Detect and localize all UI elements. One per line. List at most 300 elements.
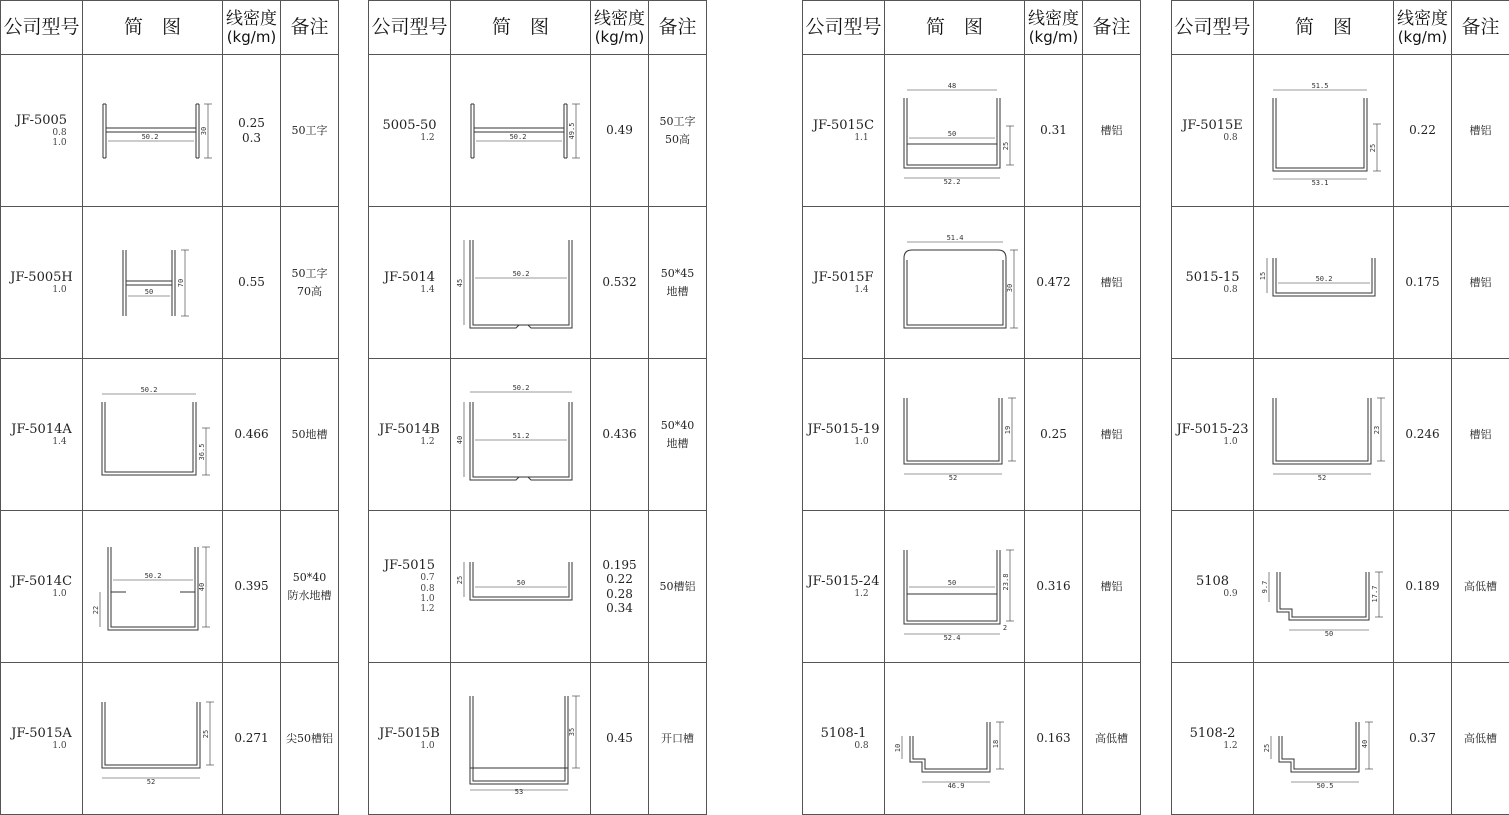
profile-outline: [1279, 722, 1359, 772]
note-text: 50槽铝: [649, 578, 706, 596]
profile-drawing: [890, 684, 1020, 794]
figure-cell: [451, 663, 591, 815]
note-text: 高低槽: [1083, 730, 1140, 748]
dimension-label: 46.9: [947, 782, 964, 790]
table-row: [369, 663, 707, 815]
note-text: 50*45: [649, 265, 706, 283]
note-cell: [649, 663, 707, 815]
note-text: 槽铝: [1083, 426, 1140, 444]
figure-cell: [451, 207, 591, 359]
dimension-label: 23: [1373, 425, 1381, 433]
density-value: 0.472: [1025, 275, 1082, 289]
note-cell: [281, 359, 339, 511]
note-cell: [649, 511, 707, 663]
dimension-label: 2: [1002, 624, 1006, 632]
profile-drawing: [1259, 684, 1389, 794]
dimension-label: 52.4: [943, 634, 960, 642]
figure-cell: [1254, 511, 1394, 663]
note-text: 槽铝: [1083, 274, 1140, 292]
density-cell: [223, 359, 281, 511]
table-row: [1172, 663, 1509, 815]
dimension-label: 53.1: [1311, 179, 1328, 187]
note-text: 50工字: [649, 113, 706, 131]
note-text: 高低槽: [1452, 578, 1509, 596]
profile-drawing: [88, 380, 218, 490]
model-number: JF-5015F: [803, 270, 884, 285]
note-cell: [649, 55, 707, 207]
figure-cell: [83, 359, 223, 511]
model-number: 5108: [1172, 574, 1253, 589]
profile-drawing: [456, 532, 586, 642]
density-value: 0.246: [1394, 427, 1451, 441]
density-cell: [223, 207, 281, 359]
model-number: JF-5014C: [1, 574, 82, 589]
density-cell: [1025, 207, 1083, 359]
note-text: 50地槽: [281, 426, 338, 444]
figure-cell: [451, 359, 591, 511]
wall-thickness: 0.8: [369, 584, 450, 594]
dimension-label: 23.8: [1002, 573, 1010, 590]
note-cell: [1083, 55, 1141, 207]
model-cell: [1, 511, 83, 663]
model-cell: [1172, 359, 1254, 511]
density-value: 0.395: [223, 579, 280, 593]
dimension-label: 22: [92, 605, 100, 613]
profile-drawing: [456, 684, 586, 794]
density-value: 0.436: [591, 427, 648, 441]
wall-thickness: 1.0: [1, 741, 82, 751]
profile-drawing: [88, 76, 218, 186]
figure-cell: [1254, 207, 1394, 359]
table-row: [1172, 511, 1509, 663]
dimension-label: 50: [1324, 630, 1332, 638]
wall-thickness: 1.4: [1, 437, 82, 447]
wall-thickness: 0.8: [1172, 285, 1253, 295]
profile-outline: [910, 722, 990, 772]
dimension-label: 25: [1263, 743, 1271, 751]
note-text: 50工字: [281, 265, 338, 283]
model-number: JF-5015E: [1172, 118, 1253, 133]
dimension-label: 45: [456, 278, 464, 286]
figure-cell: [83, 207, 223, 359]
table-row: [803, 55, 1141, 207]
catalog-table-1: [0, 0, 339, 815]
note-text: 槽铝: [1083, 122, 1140, 140]
density-value: 0.34: [591, 601, 648, 615]
model-number: 5108-2: [1172, 726, 1253, 741]
figure-cell: [451, 511, 591, 663]
density-value: 0.189: [1394, 579, 1451, 593]
dimension-label: 52: [146, 778, 154, 786]
model-cell: [1, 207, 83, 359]
model-cell: [803, 207, 885, 359]
model-cell: [803, 55, 885, 207]
dimension-label: 53: [514, 788, 522, 796]
note-cell: [1083, 207, 1141, 359]
note-text: 槽铝: [1083, 578, 1140, 596]
model-number: JF-5015-23: [1172, 422, 1253, 437]
model-number: JF-5014: [369, 270, 450, 285]
figure-cell: [1254, 55, 1394, 207]
dimension-label: 50: [947, 579, 955, 587]
profile-drawing: [456, 380, 586, 490]
table-row: [1, 511, 339, 663]
dimension-label: 50.2: [1315, 275, 1332, 283]
dimension-label: 25: [1002, 141, 1010, 149]
density-value: 0.49: [591, 123, 648, 137]
profile-outline: [904, 398, 1002, 464]
profile-outline: [1277, 572, 1369, 620]
dimension-label: 50.2: [140, 386, 157, 394]
figure-cell: [1254, 663, 1394, 815]
note-text: 50*40: [281, 569, 338, 587]
header-density: 线密度 (kg/m): [591, 1, 649, 55]
wall-thickness: 1.1: [803, 133, 884, 143]
wall-thickness: 1.2: [369, 133, 450, 143]
model-number: 5005-50: [369, 118, 450, 133]
note-cell: [1452, 55, 1509, 207]
table-row: [369, 55, 707, 207]
profile-outline: [904, 250, 1006, 328]
note-text: 50高: [649, 131, 706, 149]
density-value: 0.271: [223, 731, 280, 745]
wall-thickness: 1.0: [369, 741, 450, 751]
model-number: 5015-15: [1172, 270, 1253, 285]
profile-drawing: [890, 380, 1020, 490]
density-cell: [591, 207, 649, 359]
dimension-label: 48: [947, 82, 955, 90]
dimension-label: 9.7: [1261, 580, 1269, 593]
wall-thickness: 0.9: [1172, 589, 1253, 599]
profile-drawing: [890, 532, 1020, 642]
figure-cell: [885, 359, 1025, 511]
note-text: 地槽: [649, 435, 706, 453]
dimension-label: 25: [456, 575, 464, 583]
model-cell: [369, 207, 451, 359]
density-cell: [1025, 55, 1083, 207]
model-cell: [369, 511, 451, 663]
dimension-label: 52.2: [943, 178, 960, 186]
density-cell: [223, 55, 281, 207]
table-row: [803, 359, 1141, 511]
dimension-label: 50.2: [144, 572, 161, 580]
note-text: 防水地槽: [281, 587, 338, 605]
note-text: 槽铝: [1452, 426, 1509, 444]
model-cell: [1, 55, 83, 207]
note-cell: [1452, 663, 1509, 815]
figure-cell: [451, 55, 591, 207]
note-text: 尖50槽铝: [281, 730, 338, 748]
density-cell: [1394, 511, 1452, 663]
wall-thickness: 1.2: [1172, 741, 1253, 751]
note-cell: [649, 207, 707, 359]
model-number: JF-5015-19: [803, 422, 884, 437]
model-cell: [1, 663, 83, 815]
wall-thickness: 0.8: [1172, 133, 1253, 143]
density-value: 0.466: [223, 427, 280, 441]
density-cell: [591, 511, 649, 663]
model-number: JF-5015: [369, 558, 450, 573]
header-model: 公司型号: [369, 1, 451, 55]
density-value: 0.22: [591, 572, 648, 586]
density-cell: [591, 359, 649, 511]
dimension-label: 19: [1004, 425, 1012, 433]
wall-thickness: 1.2: [369, 437, 450, 447]
wall-thickness: 0.8: [803, 741, 884, 751]
profile-drawing: [890, 76, 1020, 186]
note-text: 50*40: [649, 417, 706, 435]
density-value: 0.22: [1394, 123, 1451, 137]
model-cell: [369, 663, 451, 815]
model-number: JF-5015C: [803, 118, 884, 133]
dimension-label: 25: [202, 729, 210, 737]
figure-cell: [83, 663, 223, 815]
dimension-label: 50.2: [512, 270, 529, 278]
density-value: 0.25: [1025, 427, 1082, 441]
header-density-unit: (kg/m): [591, 29, 648, 46]
wall-thickness: 1.0: [1, 589, 82, 599]
table-row: [1, 359, 339, 511]
dimension-label: 50.2: [512, 384, 529, 392]
note-cell: [1083, 359, 1141, 511]
dimension-label: 25: [1369, 143, 1377, 151]
note-cell: [281, 207, 339, 359]
model-cell: [1, 359, 83, 511]
density-value: 0.195: [591, 558, 648, 572]
note-cell: [1452, 207, 1509, 359]
model-cell: [1172, 511, 1254, 663]
model-number: JF-5014A: [1, 422, 82, 437]
dimension-label: 50: [947, 130, 955, 138]
header-model: 公司型号: [1172, 1, 1254, 55]
model-number: JF-5005H: [1, 270, 82, 285]
note-text: 高低槽: [1452, 730, 1509, 748]
wall-thickness: 1.4: [369, 285, 450, 295]
note-cell: [1452, 359, 1509, 511]
profile-drawing: [456, 228, 586, 338]
model-number: JF-5005: [1, 113, 82, 128]
model-number: JF-5015A: [1, 726, 82, 741]
table-row: [369, 207, 707, 359]
wall-thickness: 1.0: [803, 437, 884, 447]
model-cell: [1172, 55, 1254, 207]
dimension-label: 50.5: [1316, 782, 1333, 790]
dimension-label: 36.5: [198, 443, 206, 460]
table-row: [1172, 359, 1509, 511]
density-value: 0.175: [1394, 275, 1451, 289]
header-row: [369, 1, 707, 55]
note-text: 槽铝: [1452, 122, 1509, 140]
dimension-label: 51.5: [1311, 82, 1328, 90]
density-value: 0.37: [1394, 731, 1451, 745]
header-density-unit: (kg/m): [1025, 29, 1082, 46]
model-cell: [369, 55, 451, 207]
model-number: 5108-1: [803, 726, 884, 741]
dimension-label: 10: [894, 743, 902, 751]
wall-thickness: 0.8: [1, 128, 82, 138]
dimension-label: 15: [1259, 271, 1267, 279]
wall-thickness: 1.0: [1, 285, 82, 295]
note-text: 槽铝: [1452, 274, 1509, 292]
density-value: 0.55: [223, 275, 280, 289]
dimension-label: 51.2: [512, 432, 529, 440]
density-value: 0.28: [591, 587, 648, 601]
header-note: 备注: [1452, 1, 1509, 55]
header-density: 线密度 (kg/m): [1025, 1, 1083, 55]
header-row: [803, 1, 1141, 55]
profile-outline: [103, 104, 199, 158]
density-cell: [1025, 511, 1083, 663]
header-density-unit: (kg/m): [1394, 29, 1451, 46]
dimension-label: 40: [1361, 739, 1369, 747]
profile-outline: [102, 402, 196, 475]
note-cell: [649, 359, 707, 511]
wall-thickness: 1.2: [803, 589, 884, 599]
profile-drawing: [1259, 76, 1389, 186]
profile-drawing: [88, 684, 218, 794]
header-density: 线密度 (kg/m): [223, 1, 281, 55]
model-cell: [1172, 207, 1254, 359]
table-row: [803, 207, 1141, 359]
model-cell: [803, 511, 885, 663]
table-row: [369, 359, 707, 511]
figure-cell: [885, 55, 1025, 207]
header-row: [1172, 1, 1509, 55]
profile-outline: [1273, 398, 1371, 464]
profile-outline: [102, 702, 200, 768]
density-value: 0.25: [223, 116, 280, 130]
density-value: 0.316: [1025, 579, 1082, 593]
dimension-label: 30: [200, 126, 208, 134]
header-row: [1, 1, 339, 55]
profile-drawing: [456, 76, 586, 186]
density-cell: [223, 663, 281, 815]
profile-outline: [470, 240, 572, 328]
density-cell: [223, 511, 281, 663]
wall-thickness: 0.7: [369, 573, 450, 583]
density-cell: [1025, 359, 1083, 511]
header-note: 备注: [281, 1, 339, 55]
density-cell: [1394, 55, 1452, 207]
figure-cell: [885, 207, 1025, 359]
table-row: [1, 207, 339, 359]
profile-outline: [471, 104, 567, 158]
header-note: 备注: [1083, 1, 1141, 55]
figure-cell: [83, 55, 223, 207]
profile-drawing: [88, 532, 218, 642]
wall-thickness: 1.0: [1, 138, 82, 148]
dimension-label: 50.2: [141, 133, 158, 141]
header-model: 公司型号: [1, 1, 83, 55]
profile-outline: [470, 402, 572, 480]
dimension-label: 40: [456, 435, 464, 443]
density-cell: [591, 663, 649, 815]
note-text: 70高: [281, 283, 338, 301]
table-row: [1, 55, 339, 207]
dimension-label: 50.2: [509, 133, 526, 141]
model-cell: [803, 359, 885, 511]
profile-outline: [470, 696, 568, 784]
note-cell: [1452, 511, 1509, 663]
table-row: [803, 663, 1141, 815]
profile-drawing: [1259, 228, 1389, 338]
profile-drawing: [88, 228, 218, 338]
model-cell: [803, 663, 885, 815]
note-cell: [281, 511, 339, 663]
header-density: 线密度 (kg/m): [1394, 1, 1452, 55]
density-value: 0.532: [591, 275, 648, 289]
figure-cell: [885, 663, 1025, 815]
density-cell: [1394, 207, 1452, 359]
dimension-label: 18: [992, 739, 1000, 747]
figure-cell: [885, 511, 1025, 663]
dimension-label: 70: [177, 278, 185, 286]
note-cell: [1083, 663, 1141, 815]
table-row: [1, 663, 339, 815]
profile-drawing: [1259, 380, 1389, 490]
table-row: [1172, 55, 1509, 207]
header-model: 公司型号: [803, 1, 885, 55]
profile-outline: [1273, 98, 1367, 171]
catalog-table-2: [368, 0, 707, 815]
header-figure: 简 图: [885, 1, 1025, 55]
table-row: [369, 511, 707, 663]
table-row: [803, 511, 1141, 663]
dimension-label: 52: [948, 474, 956, 482]
dimension-label: 35: [568, 727, 576, 735]
note-text: 50工字: [281, 122, 338, 140]
header-figure: 简 图: [83, 1, 223, 55]
dimension-label: 50: [516, 579, 524, 587]
header-figure: 简 图: [1254, 1, 1394, 55]
wall-thickness: 1.4: [803, 285, 884, 295]
note-cell: [1083, 511, 1141, 663]
wall-thickness: 1.0: [369, 594, 450, 604]
note-cell: [281, 55, 339, 207]
density-value: 0.31: [1025, 123, 1082, 137]
profile-outline: [108, 547, 198, 630]
density-value: 0.163: [1025, 731, 1082, 745]
model-cell: [1172, 663, 1254, 815]
profile-drawing: [890, 228, 1020, 338]
wall-thickness: 1.0: [1172, 437, 1253, 447]
density-value: 0.3: [223, 131, 280, 145]
header-density-unit: (kg/m): [223, 29, 280, 46]
figure-cell: [1254, 359, 1394, 511]
profile-drawing: [1259, 532, 1389, 642]
dimension-label: 40: [198, 582, 206, 590]
header-note: 备注: [649, 1, 707, 55]
note-text: 开口槽: [649, 730, 706, 748]
dimension-label: 51.4: [946, 234, 963, 242]
note-cell: [281, 663, 339, 815]
dimension-label: 50: [144, 288, 152, 296]
catalog-table-4: [1171, 0, 1509, 815]
model-number: JF-5015B: [369, 726, 450, 741]
header-figure: 简 图: [451, 1, 591, 55]
density-cell: [591, 55, 649, 207]
model-cell: [369, 359, 451, 511]
wall-thickness: 1.2: [369, 604, 450, 614]
catalog-table-3: [802, 0, 1141, 815]
density-value: 0.45: [591, 731, 648, 745]
dimension-label: 17.7: [1371, 585, 1379, 602]
model-number: JF-5014B: [369, 422, 450, 437]
table-row: [1172, 207, 1509, 359]
model-number: JF-5015-24: [803, 574, 884, 589]
note-text: 地槽: [649, 283, 706, 301]
density-cell: [1394, 359, 1452, 511]
